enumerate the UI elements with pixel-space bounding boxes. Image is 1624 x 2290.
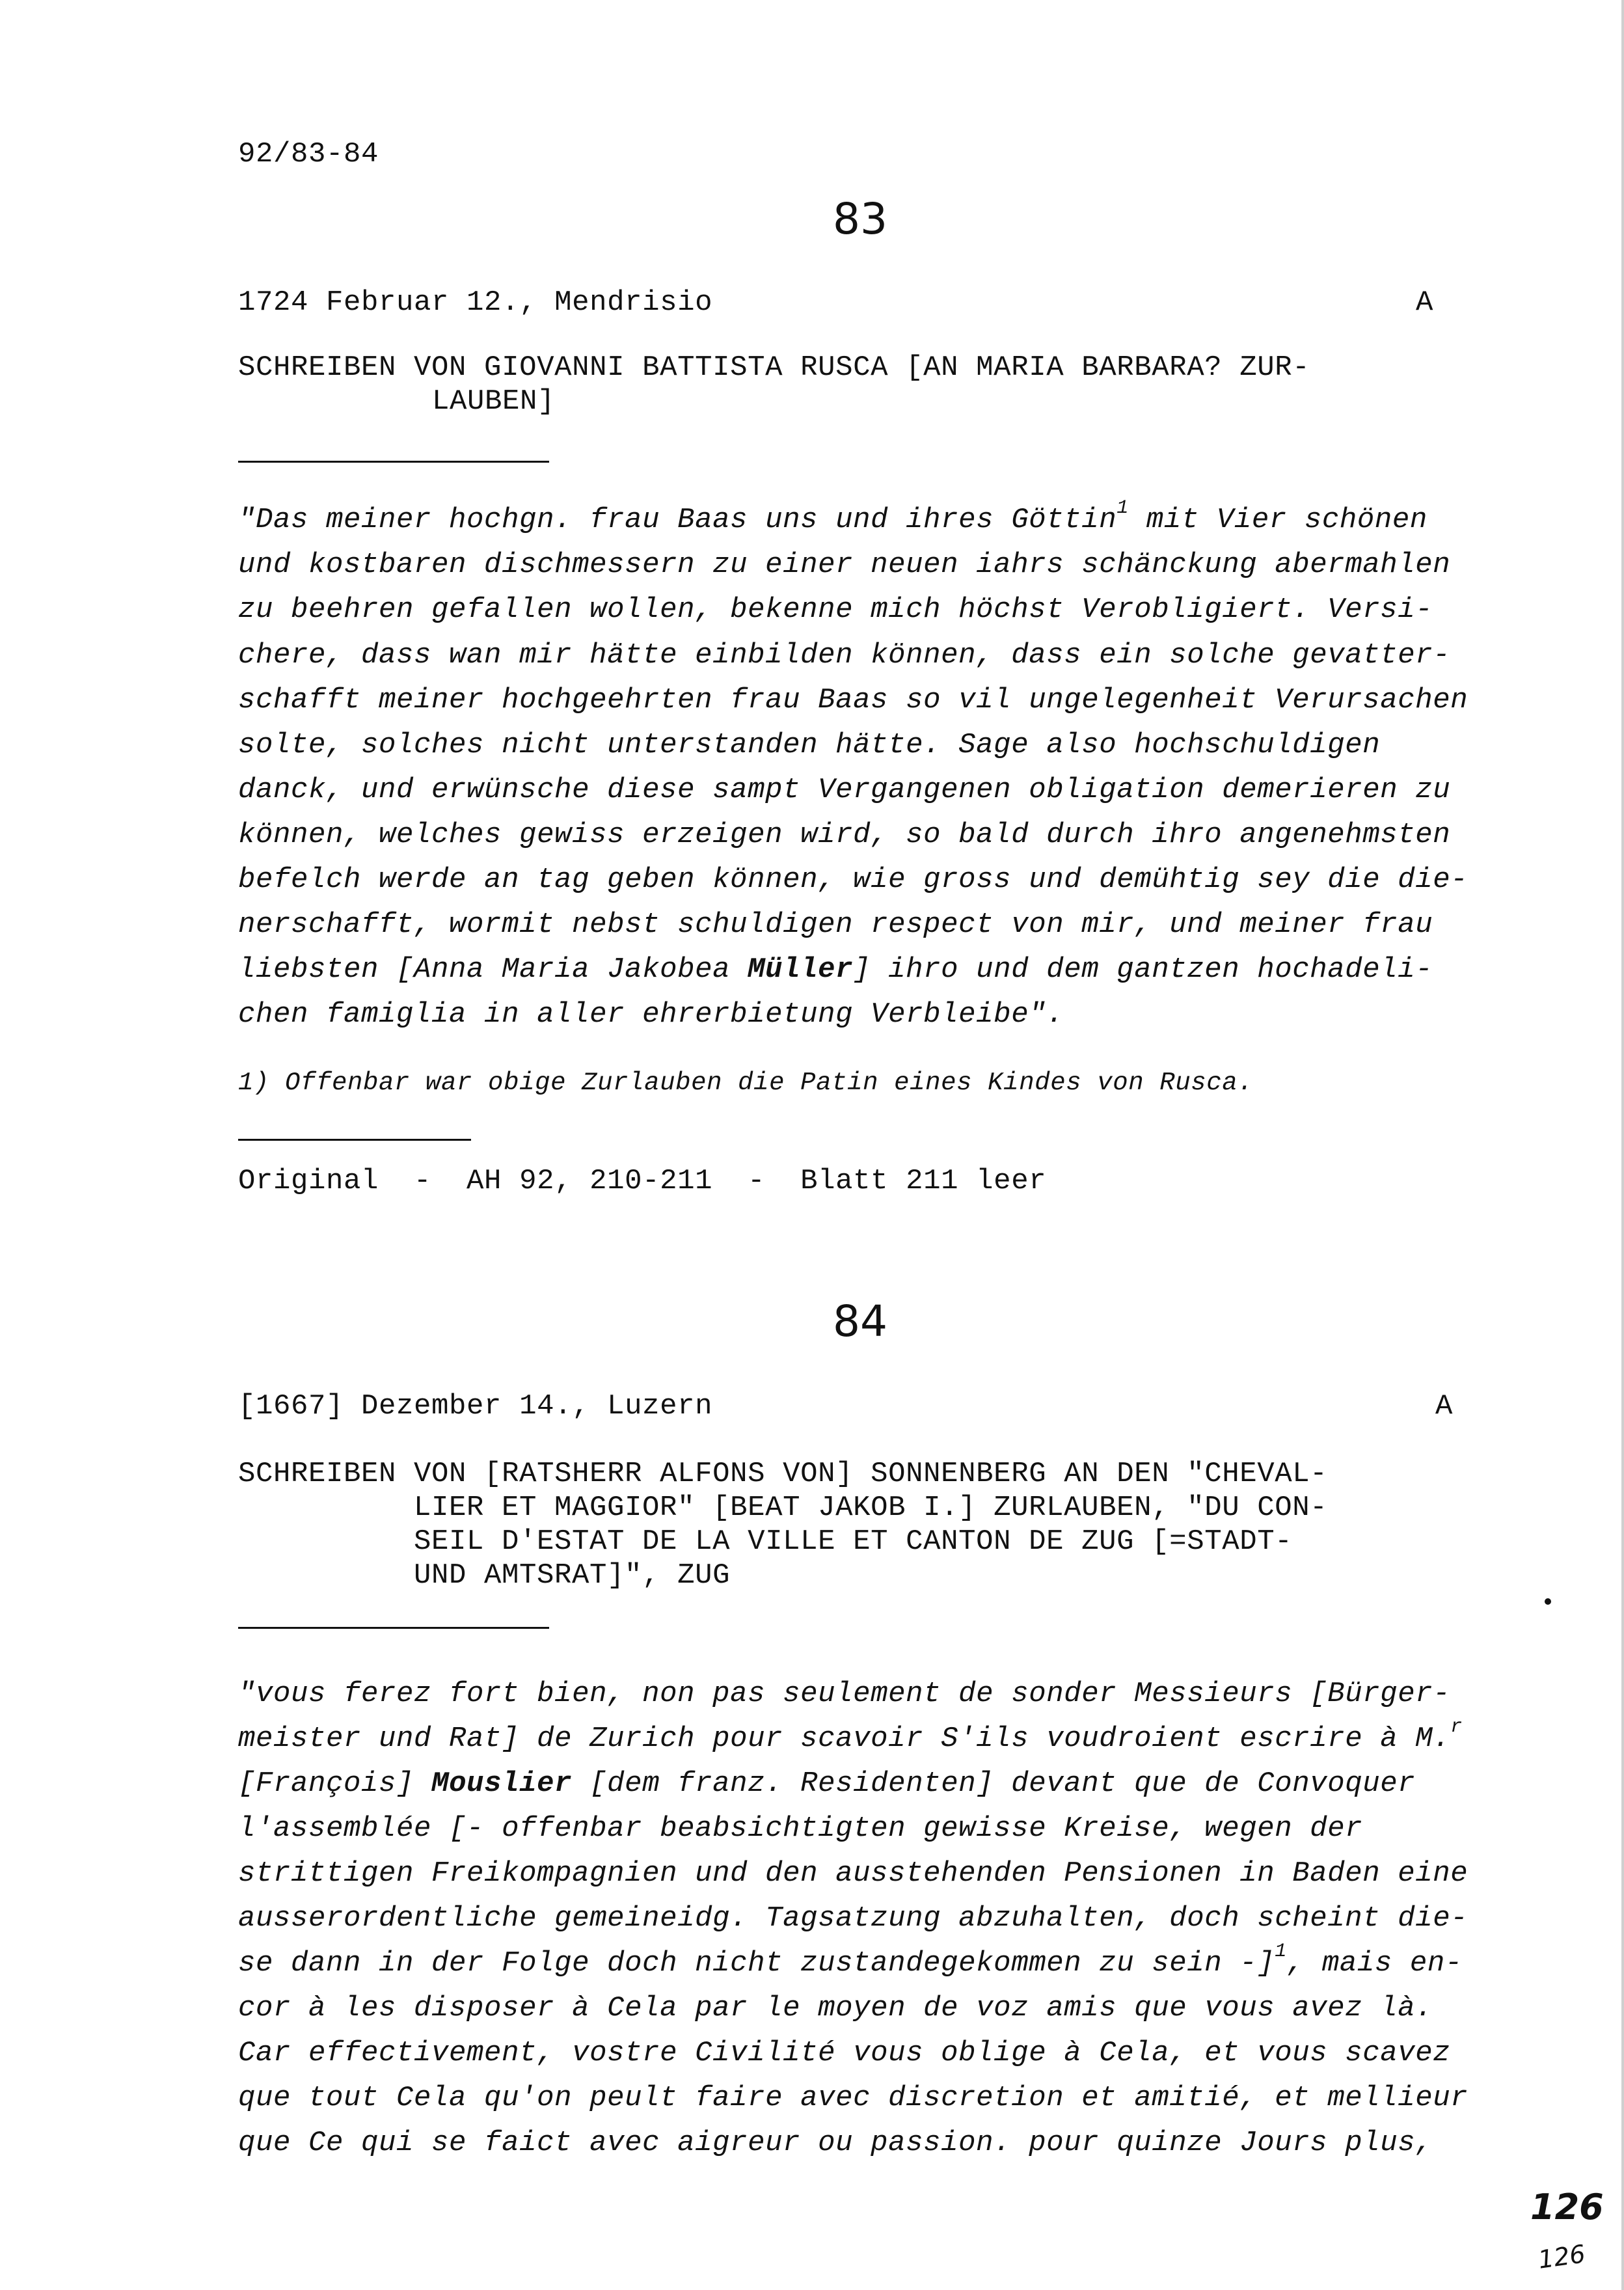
text-run: , mais en- <box>1286 1947 1463 1980</box>
type-marker-84: A <box>1435 1390 1454 1423</box>
archive-reference: 92/83-84 <box>238 138 379 170</box>
body-83-line: chen famiglia in aller ehrerbietung Verbleibe". <box>238 998 1064 1031</box>
body-84-line: ausserordentliche gemeineidg. Tagsatzung abzuhalten, doch scheint die- <box>238 1902 1468 1935</box>
dateline-84: [1667] Dezember 14., Luzern <box>238 1390 713 1423</box>
footnote-ref: 1 <box>1116 497 1129 519</box>
body-84-line: que Ce qui se faict avec aigreur ou passion. pour quinze Jours plus, <box>238 2127 1433 2159</box>
separator-rule <box>238 1139 471 1141</box>
title-84-line2: LIER ET MAGGIOR" [BEAT JAKOB I.] ZURLAUBEN, "DU CON- <box>414 1492 1328 1524</box>
body-84-line <box>238 1941 1463 1980</box>
title-84-line1: SCHREIBEN VON [RATSHERR ALFONS VON] SONNENBERG AN DEN "CHEVAL- <box>238 1458 1328 1490</box>
title-83-line2: LAUBEN] <box>432 385 556 418</box>
document-number-83: 83 <box>833 194 887 244</box>
scan-mark <box>1545 1598 1551 1605</box>
body-83-line: befelch werde an tag geben können, wie gross und demühtig sey die die- <box>238 864 1468 896</box>
body-84-line: cor à les disposer à Cela par le moyen de voz amis que vous avez là. <box>238 1992 1433 2024</box>
folio-number: 126 <box>1530 2187 1604 2228</box>
title-84-line4: UND AMTSRAT]", ZUG <box>414 1559 731 1592</box>
body-84-line: l'assemblée [- offenbar beabsichtigten gewisse Kreise, wegen der <box>238 1812 1363 1845</box>
folio-number-secondary: 126 <box>1536 2239 1588 2274</box>
text-run: ] ihro und dem gantzen hochadeli- <box>853 953 1433 986</box>
body-84-line <box>238 1716 1463 1755</box>
footnote-ref: 1 <box>1275 1941 1287 1963</box>
body-83-line: zu beehren gefallen wollen, bekenne mich höchst Verobligiert. Versi- <box>238 593 1433 626</box>
body-83-line <box>238 497 1428 536</box>
document-number-84: 84 <box>833 1296 887 1346</box>
footnote-83: 1) Offenbar war obige Zurlauben die Patin eines Kindes von Rusca. <box>238 1069 1254 1097</box>
body-84-line: strittigen Freikompagnien und den ausstehenden Pensionen in Baden eine <box>238 1857 1468 1890</box>
title-84-line3: SEIL D'ESTAT DE LA VILLE ET CANTON DE ZUG [=STADT- <box>414 1525 1293 1558</box>
title-83-line1: SCHREIBEN VON GIOVANNI BATTISTA RUSCA [AN MARIA BARBARA? ZUR- <box>238 351 1310 384</box>
source-83: Original - AH 92, 210-211 - Blatt 211 leer <box>238 1165 1047 1197</box>
body-83-line: und kostbaren dischmessern zu einer neuen iahrs schänckung abermahlen <box>238 549 1451 581</box>
body-83-line: solte, solches nicht unterstanden hätte. Sage also hochschuldigen <box>238 729 1381 761</box>
person-name: Mouslier <box>431 1767 573 1800</box>
body-83-line: nerschafft, wormit nebst schuldigen respect von mir, und meiner frau <box>238 908 1433 941</box>
separator-rule <box>238 461 549 463</box>
person-name: Müller <box>748 953 854 986</box>
type-marker-83: A <box>1416 286 1434 319</box>
body-84-line: "vous ferez fort bien, non pas seulement de sonder Messieurs [Bürger- <box>238 1678 1451 1710</box>
body-84-line <box>238 1767 1415 1800</box>
body-83-line: danck, und erwünsche diese sampt Vergangenen obligation demerieren zu <box>238 774 1451 806</box>
body-84-line: Car effectivement, vostre Civilité vous oblige à Cela, et vous scavez <box>238 2037 1451 2069</box>
text-run: mit Vier schönen <box>1128 504 1428 536</box>
body-83-line: chere, dass wan mir hätte einbilden können, dass ein solche gevatter- <box>238 639 1451 672</box>
scan-edge <box>1621 0 1624 2290</box>
dateline-83: 1724 Februar 12., Mendrisio <box>238 286 713 319</box>
body-84-line: que tout Cela qu'on peult faire avec discretion et amitié, et mellieur <box>238 2082 1468 2114</box>
superscript: r <box>1450 1716 1463 1738</box>
body-83-line: können, welches gewiss erzeigen wird, so bald durch ihro angenehmsten <box>238 819 1451 851</box>
text-run: meister und Rat] de Zurich pour scavoir S'ils voudroient escrire à M. <box>238 1723 1451 1755</box>
text-run: "Das meiner hochgn. frau Baas uns und ihres Göttin <box>238 504 1117 536</box>
separator-rule <box>238 1627 549 1629</box>
body-83-line <box>238 953 1433 986</box>
text-run: [François] <box>238 1767 432 1800</box>
text-run: se dann in der Folge doch nicht zustandegekommen zu sein -] <box>238 1947 1275 1980</box>
text-run: [dem franz. Residenten] devant que de Convoquer <box>572 1767 1416 1800</box>
text-run: liebsten [Anna Maria Jakobea <box>238 953 748 986</box>
body-83-line: schafft meiner hochgeehrten frau Baas so vil ungelegenheit Verursachen <box>238 684 1468 716</box>
